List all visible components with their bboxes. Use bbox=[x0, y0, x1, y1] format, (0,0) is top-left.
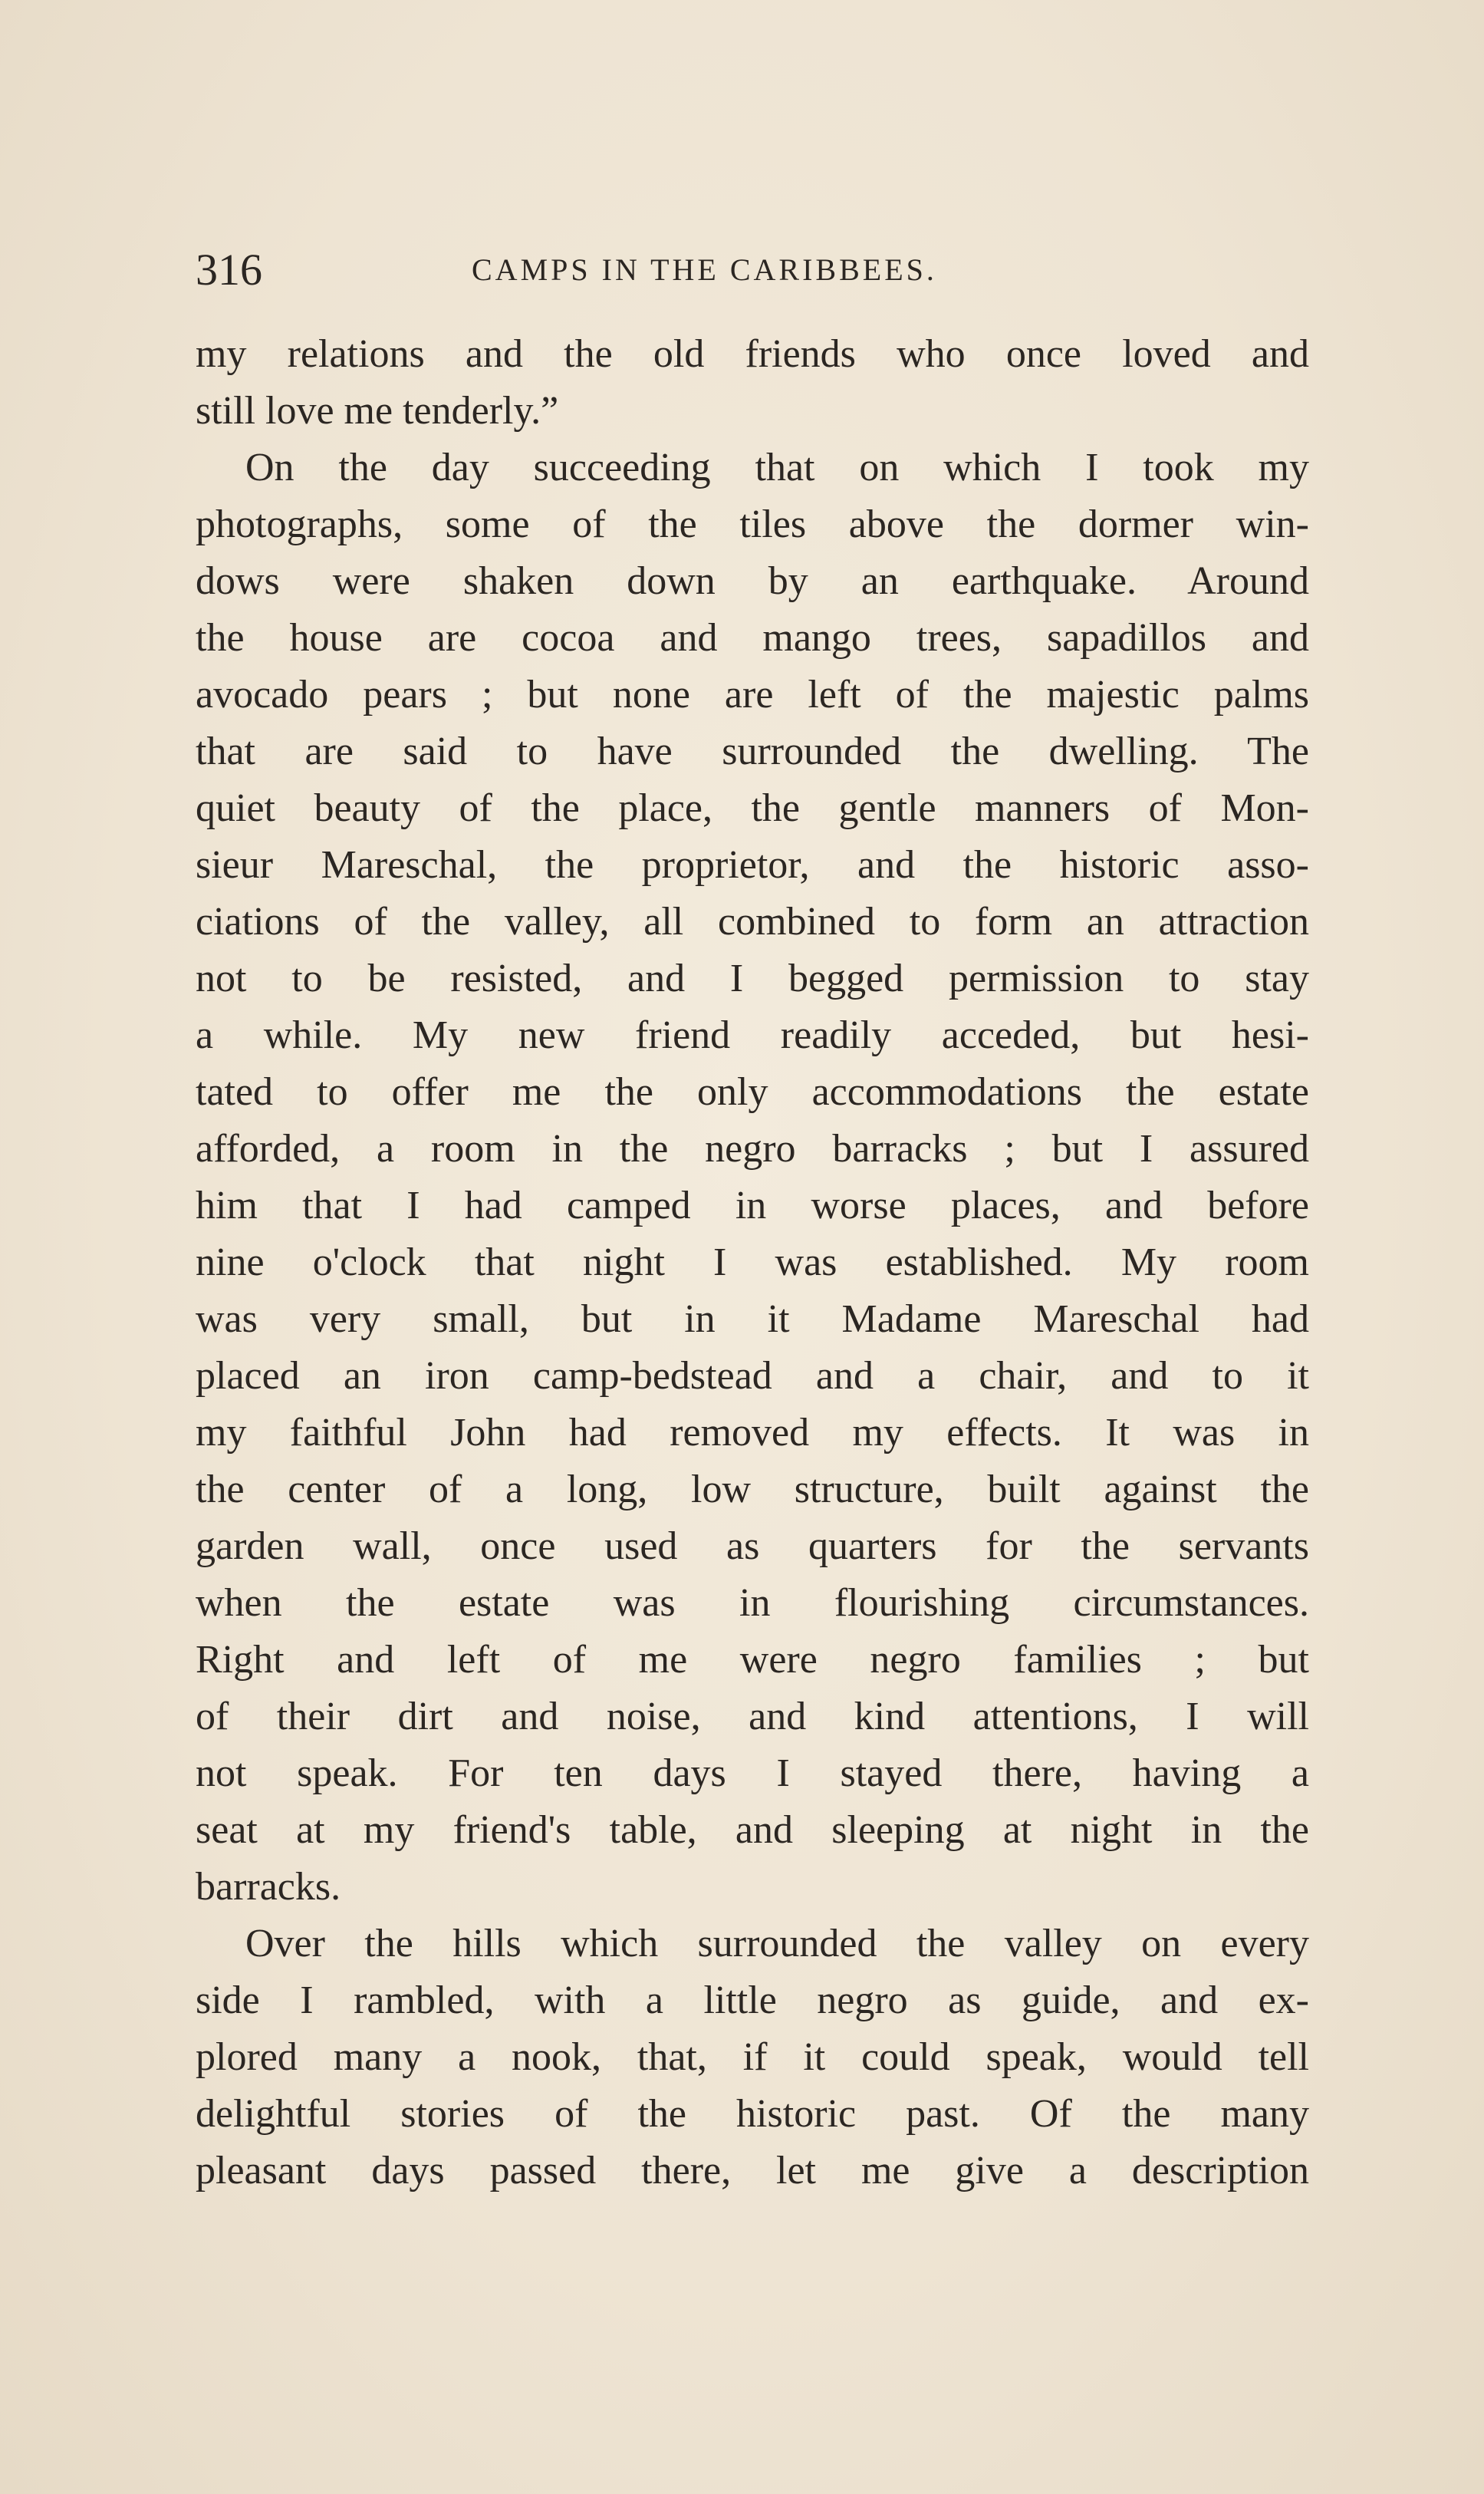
text-line: afforded, a room in the negro barracks ; but I assured bbox=[196, 1127, 1309, 1171]
text-line: my relations and the old friends who once loved and bbox=[196, 332, 1309, 376]
text-line: Right and left of me were negro families ; but bbox=[196, 1638, 1309, 1682]
text-line: barracks. bbox=[196, 1865, 341, 1909]
text-line: plored many a nook, that, if it could speak, would tell bbox=[196, 2035, 1309, 2079]
text-line: pleasant days passed there, let me give a description bbox=[196, 2149, 1309, 2193]
text-line: sieur Mareschal, the proprietor, and the historic asso- bbox=[196, 843, 1309, 887]
text-line: the center of a long, low structure, built against the bbox=[196, 1468, 1309, 1511]
text-line: that are said to have surrounded the dwelling. The bbox=[196, 730, 1309, 773]
text-line: not speak. For ten days I stayed there, having a bbox=[196, 1751, 1309, 1795]
text-line: Over the hills which surrounded the valley on every bbox=[245, 1922, 1309, 1965]
running-title: CAMPS IN THE CARIBBEES. bbox=[472, 252, 937, 287]
text-line: nine o'clock that night I was established. My room bbox=[196, 1240, 1309, 1284]
text-line: photographs, some of the tiles above the dormer win- bbox=[196, 502, 1309, 546]
text-line: dows were shaken down by an earthquake. Around bbox=[196, 559, 1309, 603]
text-line: the house are cocoa and mango trees, sapadillos and bbox=[196, 616, 1309, 660]
text-line: still love me tenderly.” bbox=[196, 389, 559, 433]
text-line: garden wall, once used as quarters for the servants bbox=[196, 1524, 1309, 1568]
page-header bbox=[196, 239, 1308, 301]
page-number: 316 bbox=[196, 245, 262, 295]
text-line: ciations of the valley, all combined to form an attraction bbox=[196, 900, 1309, 944]
text-line: a while. My new friend readily acceded, but hesi- bbox=[196, 1013, 1309, 1057]
text-line: placed an iron camp-bedstead and a chair, and to it bbox=[196, 1354, 1309, 1398]
text-line: delightful stories of the historic past. Of the many bbox=[196, 2092, 1309, 2136]
text-line: was very small, but in it Madame Mareschal had bbox=[196, 1297, 1309, 1341]
text-line: On the day succeeding that on which I took my bbox=[245, 446, 1309, 489]
text-line: of their dirt and noise, and kind attentions, I will bbox=[196, 1695, 1309, 1738]
body-text bbox=[196, 326, 1309, 2199]
text-line: tated to offer me the only accommodations the estate bbox=[196, 1070, 1309, 1114]
text-line: my faithful John had removed my effects. It was in bbox=[196, 1411, 1309, 1455]
text-line: side I rambled, with a little negro as guide, and ex- bbox=[196, 1978, 1309, 2022]
text-line: when the estate was in flourishing circumstances. bbox=[196, 1581, 1309, 1625]
text-line: not to be resisted, and I begged permission to stay bbox=[196, 957, 1309, 1000]
text-line: seat at my friend's table, and sleeping at night in the bbox=[196, 1808, 1309, 1852]
text-line: him that I had camped in worse places, and before bbox=[196, 1184, 1309, 1227]
text-line: quiet beauty of the place, the gentle manners of Mon- bbox=[196, 786, 1309, 830]
text-line: avocado pears ; but none are left of the majestic palms bbox=[196, 673, 1309, 717]
